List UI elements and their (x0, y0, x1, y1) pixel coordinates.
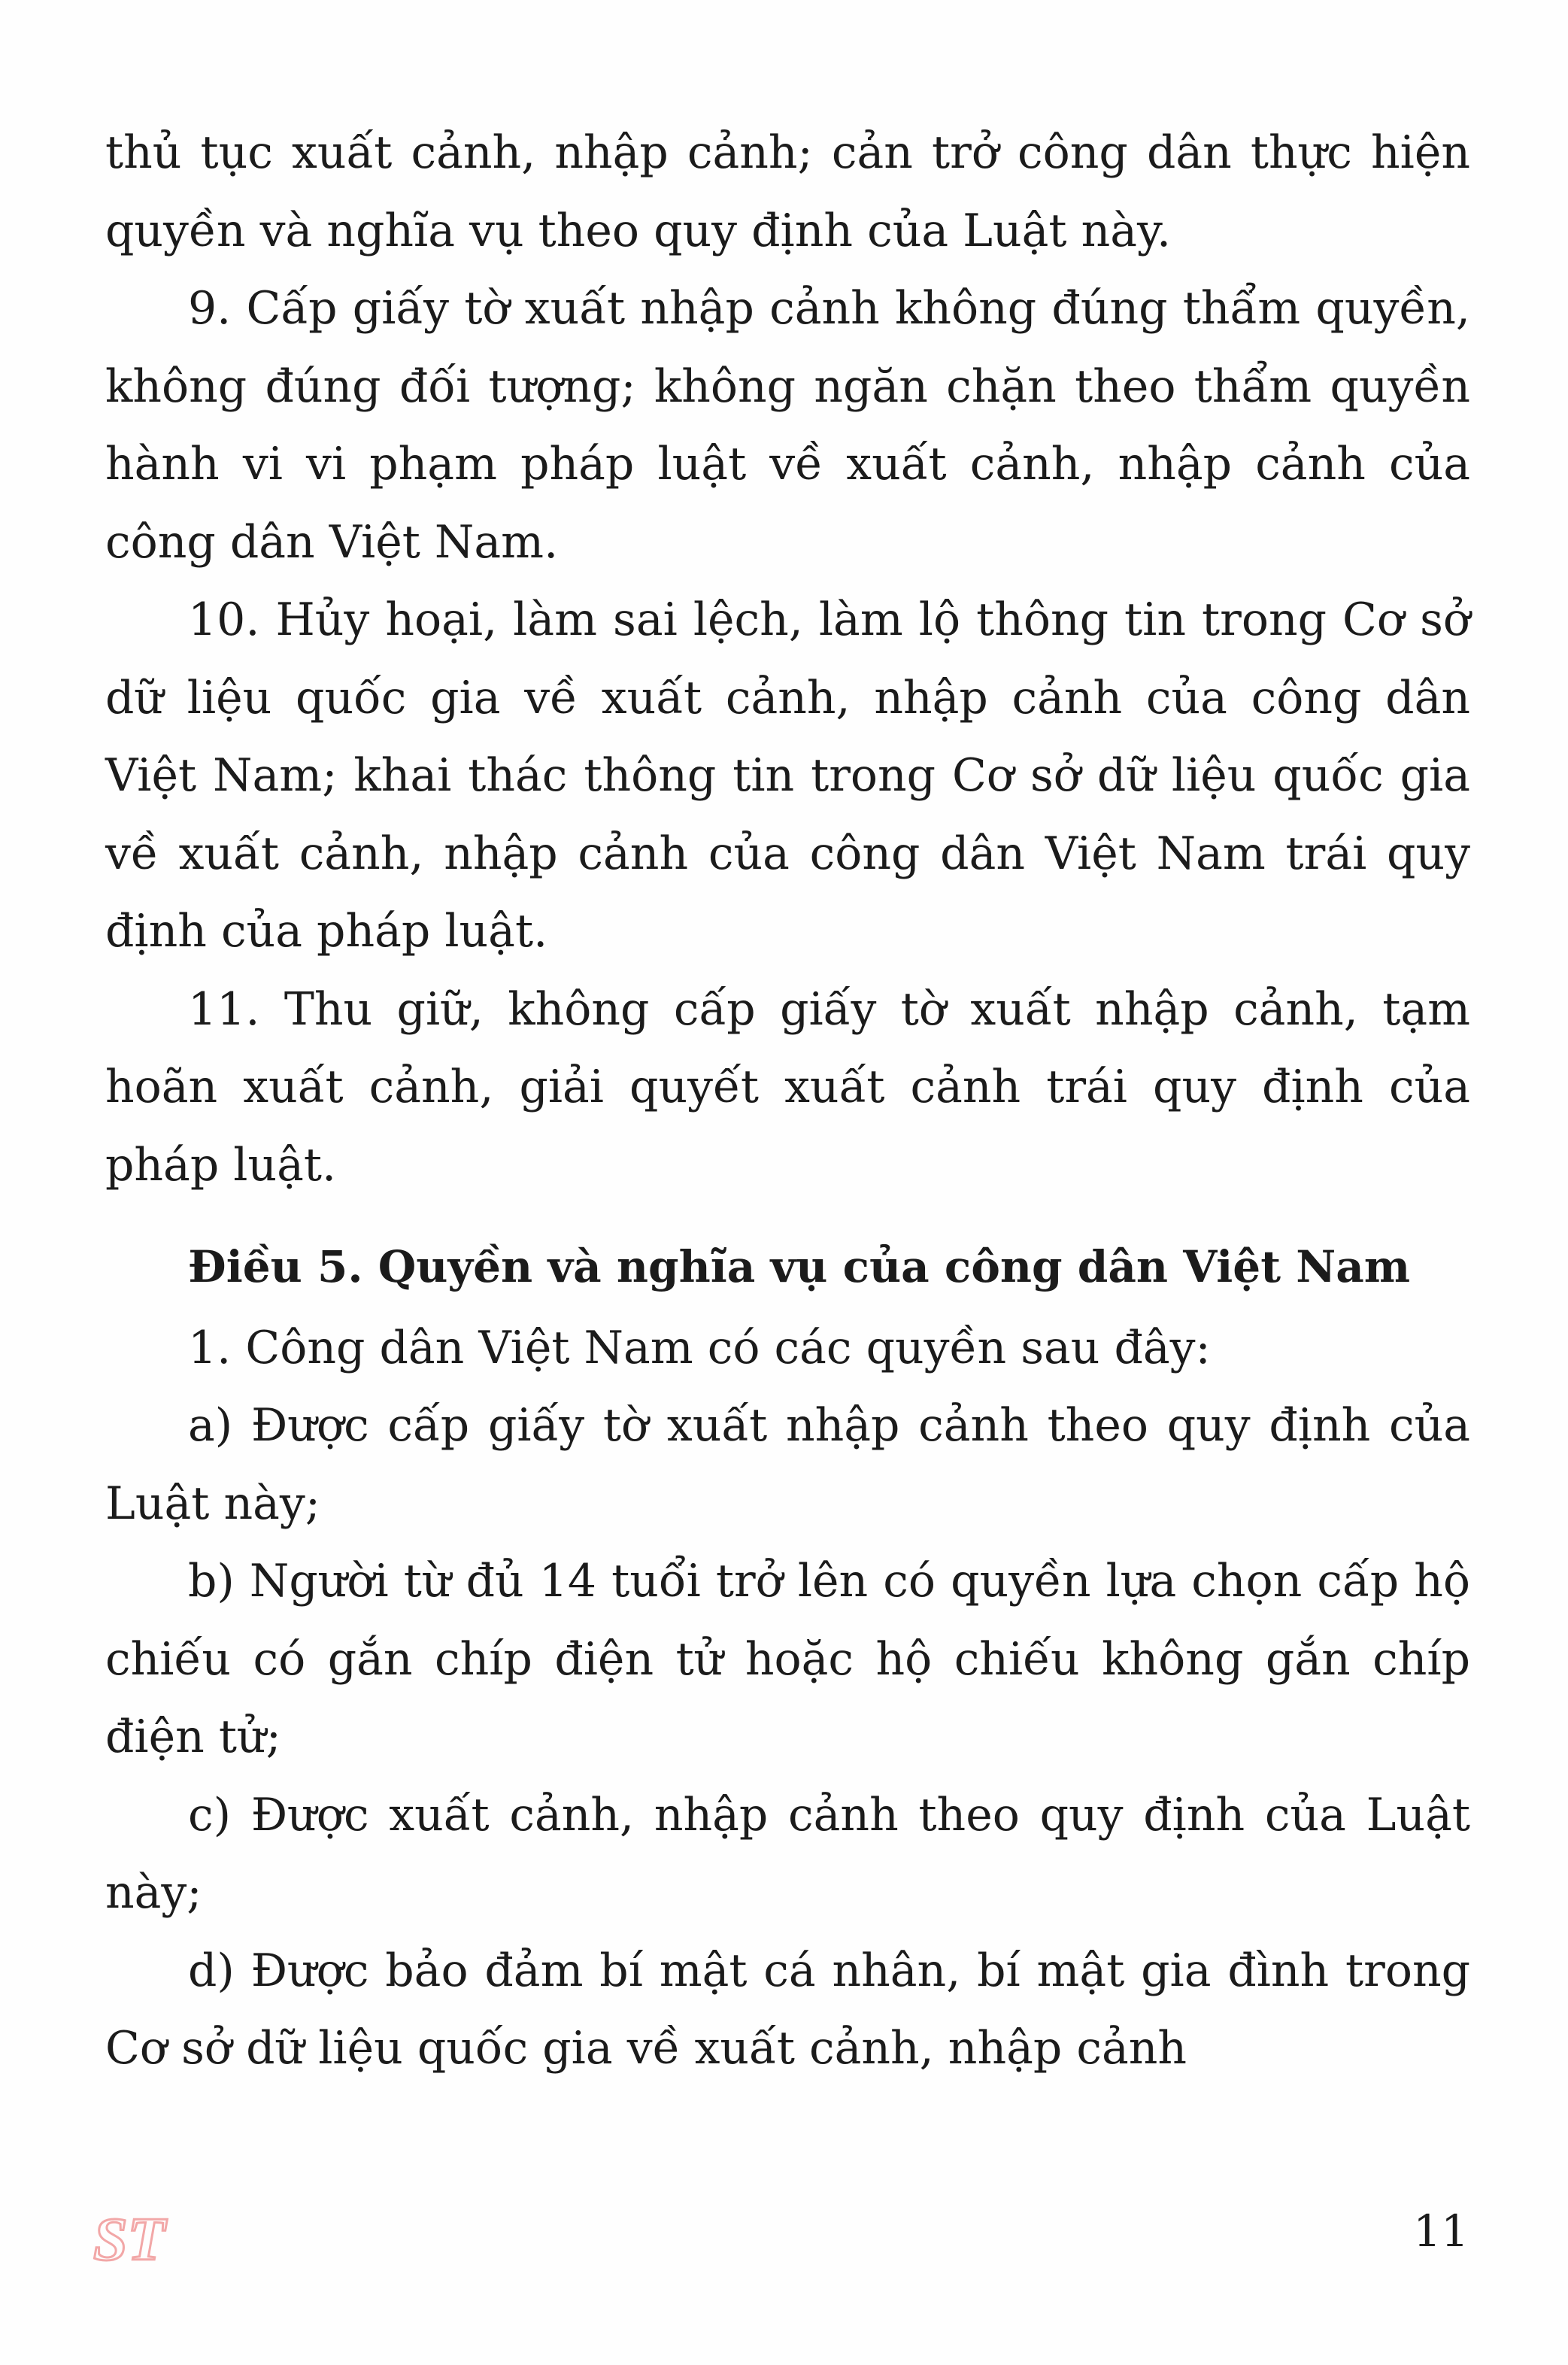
article-clause-1: 1. Công dân Việt Nam có các quyền sau đây: (188, 1321, 1211, 1374)
article-point-a: a) Được cấp giấy tờ xuất nhập cảnh theo quy định của Luật này; (105, 1399, 1470, 1530)
paragraph-item-10: 10. Hủy hoại, làm sai lệch, làm lộ thông tin trong Cơ sở dữ liệu quốc gia về xuất cảnh, nhập cảnh của công dân Việt Nam; khai thác thông tin trong Cơ sở dữ liệu quốc gia về xuất cảnh, nhập cảnh của công dân Việt Nam trái quy định của pháp luật. (105, 594, 1470, 958)
page-number: 11 (1413, 2206, 1469, 2257)
article-heading: Điều 5. Quyền và nghĩa vụ của công dân Việt Nam (188, 1241, 1411, 1292)
article-point-c: c) Được xuất cảnh, nhập cảnh theo quy định của Luật này; (105, 1788, 1470, 1919)
paragraph-item-11: 11. Thu giữ, không cấp giấy tờ xuất nhập cảnh, tạm hoãn xuất cảnh, giải quyết xuất cảnh trái quy định của pháp luật. (105, 982, 1470, 1192)
article-point-d: d) Được bảo đảm bí mật cá nhân, bí mật gia đình trong Cơ sở dữ liệu quốc gia về xuất cảnh, nhập cảnh (105, 1944, 1470, 2075)
logo-text: ST (93, 2205, 165, 2273)
body-text (105, 114, 1470, 2088)
article-point-b: b) Người từ đủ 14 tuổi trở lên có quyền lựa chọn cấp hộ chiếu có gắn chíp điện tử hoặc hộ chiếu không gắn chíp điện tử; (105, 1555, 1470, 1763)
paragraph-item-9: 9. Cấp giấy tờ xuất nhập cảnh không đúng thẩm quyền, không đúng đối tượng; không ngăn chặn theo thẩm quyền hành vi vi phạm pháp luật về xuất cảnh, nhập cảnh của công dân Việt Nam. (105, 282, 1470, 569)
paragraph-continuation: thủ tục xuất cảnh, nhập cảnh; cản trở công dân thực hiện quyền và nghĩa vụ theo quy định của Luật này. (105, 126, 1470, 257)
publisher-logo-icon (89, 2197, 171, 2279)
